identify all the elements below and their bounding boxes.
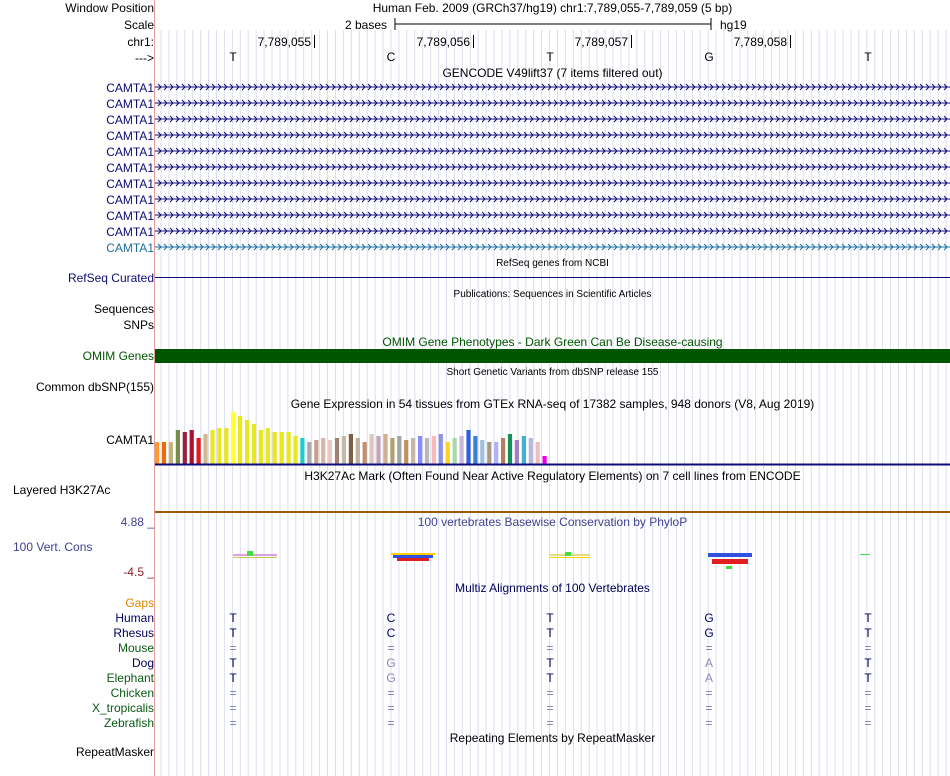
aligned-base: = [229, 701, 237, 715]
assembly-label: hg19 [720, 18, 747, 32]
gtex-tissue-bar[interactable] [432, 436, 436, 464]
aligned-base: = [387, 686, 395, 700]
gtex-tissue-bar[interactable] [197, 438, 201, 464]
gtex-tissue-bar[interactable] [307, 442, 311, 464]
track-labels [0, 0, 154, 776]
gtex-tissue-bar[interactable] [217, 428, 221, 464]
refseq-gene-line[interactable] [155, 277, 950, 278]
species-label[interactable]: Human [115, 611, 154, 625]
aligned-base: = [387, 701, 395, 715]
gtex-tissue-bar[interactable] [245, 420, 249, 464]
gtex-tissue-bar[interactable] [342, 436, 346, 464]
aligned-base: = [387, 641, 395, 655]
gtex-tissue-bar[interactable] [321, 438, 325, 464]
aligned-base: T [864, 671, 872, 685]
gtex-tissue-bar[interactable] [238, 416, 242, 464]
publications-sequences-label[interactable]: Sequences [93, 302, 154, 316]
species-label[interactable]: Chicken [110, 686, 154, 700]
ruler-position: 7,789,058 [733, 35, 787, 49]
gtex-tissue-bar[interactable] [314, 440, 318, 464]
aligned-base: = [546, 686, 554, 700]
publications-track-title: Publications: Sequences in Scientific Articles [453, 289, 652, 300]
gtex-tissue-bar[interactable] [370, 434, 374, 464]
gtex-tissue-bar[interactable] [536, 442, 540, 464]
gtex-tissue-bar[interactable] [480, 440, 484, 464]
omim-track-title: OMIM Gene Phenotypes - Dark Green Can Be Disease-causing [382, 335, 723, 349]
reference-base: G [704, 50, 714, 64]
gtex-tissue-bar[interactable] [460, 436, 464, 464]
dbsnp-track-title: Short Genetic Variants from dbSNP release 155 [446, 367, 659, 378]
conservation-logos[interactable] [155, 545, 950, 575]
aligned-base: = [705, 641, 713, 655]
gtex-tissue-bar[interactable] [210, 430, 214, 464]
gencode-item-label[interactable]: CAMTA1 [106, 161, 154, 175]
conservation-track-title: 100 vertebrates Basewise Conservation by PhyloP [417, 515, 688, 529]
window-position-text: Human Feb. 2009 (GRCh37/hg19) chr1:7,789,055-7,789,059 (5 bp) [372, 1, 733, 15]
gtex-tissue-bar[interactable] [543, 456, 547, 464]
aligned-base: T [864, 656, 872, 670]
window-position-label: Window Position [65, 1, 154, 15]
ruler-tick [790, 35, 791, 48]
species-label[interactable]: Rhesus [113, 626, 154, 640]
h3k27ac-signal-line[interactable] [155, 511, 950, 513]
gencode-item-label[interactable]: CAMTA1 [106, 81, 154, 95]
aligned-base: = [864, 686, 872, 700]
scale-text: 2 bases [345, 18, 388, 32]
ruler-tick [473, 35, 474, 48]
gtex-tissue-bar[interactable] [383, 434, 387, 464]
aligned-base: A [704, 671, 713, 685]
gtex-tissue-bar[interactable] [446, 442, 450, 464]
gtex-tissue-bar[interactable] [273, 432, 277, 464]
aligned-base: = [864, 701, 872, 715]
gtex-track-title: Gene Expression in 54 tissues from GTEx RNA-seq of 17382 samples, 948 donors (V8, Aug 2019) [290, 397, 815, 411]
gtex-tissue-bar[interactable] [376, 436, 380, 464]
gtex-tissue-bar[interactable] [390, 438, 394, 464]
gtex-tissue-bar[interactable] [522, 436, 526, 464]
aligned-base: = [387, 716, 395, 730]
gencode-item-label[interactable]: CAMTA1 [106, 193, 154, 207]
aligned-base: = [546, 716, 554, 730]
conservation-max-label: 4.88 _ [120, 515, 154, 529]
aligned-base: T [229, 626, 237, 640]
gtex-tissue-bar[interactable] [280, 432, 284, 464]
aligned-base: = [705, 716, 713, 730]
aligned-base: T [546, 611, 554, 625]
gencode-track-title: GENCODE V49lift37 (7 items filtered out) [442, 66, 663, 80]
aligned-base: T [546, 626, 554, 640]
vert-cons-label[interactable]: 100 Vert. Cons [13, 540, 93, 554]
gtex-tissue-bar[interactable] [473, 436, 477, 464]
gtex-tissue-bar[interactable] [328, 440, 332, 464]
gtex-tissue-bar[interactable] [287, 432, 291, 464]
gtex-tissue-bar[interactable] [183, 432, 187, 464]
conservation-min-label: -4.5 _ [123, 565, 154, 579]
gencode-item-label[interactable]: CAMTA1 [106, 177, 154, 191]
gtex-tissue-bar[interactable] [252, 424, 256, 464]
gtex-tissue-bar[interactable] [508, 434, 512, 464]
conservation-mark[interactable] [233, 557, 277, 558]
aligned-base: T [229, 656, 237, 670]
aligned-base: T [864, 611, 872, 625]
omim-genes-label[interactable]: OMIM Genes [82, 349, 154, 363]
aligned-base: = [864, 641, 872, 655]
gtex-tissue-bar[interactable] [397, 436, 401, 464]
aligned-base: = [229, 641, 237, 655]
gencode-item-label[interactable]: CAMTA1 [106, 97, 154, 111]
ruler-tick [631, 35, 632, 48]
conservation-mark[interactable] [397, 558, 429, 561]
aligned-base: = [864, 716, 872, 730]
refseq-track-title: RefSeq genes from NCBI [496, 258, 609, 269]
gencode-item-label[interactable]: CAMTA1 [106, 241, 154, 255]
aligned-base: C [386, 626, 396, 640]
gtex-tissue-bar[interactable] [231, 412, 235, 464]
aligned-base: A [704, 656, 713, 670]
conservation-mark[interactable] [565, 552, 571, 556]
gaps-label[interactable]: Gaps [125, 596, 154, 610]
aligned-base: T [229, 671, 237, 685]
aligned-base: = [705, 701, 713, 715]
species-label[interactable]: Zebrafish [103, 716, 154, 730]
gtex-tissue-bar[interactable] [404, 440, 408, 464]
h3k27ac-track-title: H3K27Ac Mark (Often Found Near Active Regulatory Elements) on 7 cell lines from ENCODE [304, 469, 801, 483]
conservation-mark[interactable] [708, 553, 752, 557]
reference-base: C [386, 50, 396, 64]
gtex-tissue-bar[interactable] [363, 442, 367, 464]
gtex-tissue-bar[interactable] [439, 434, 443, 464]
gtex-tissue-bar[interactable] [266, 428, 270, 464]
aligned-base: = [229, 686, 237, 700]
species-label[interactable]: Dog [131, 656, 154, 670]
aligned-base: T [546, 671, 554, 685]
conservation-mark[interactable] [247, 551, 253, 556]
conservation-mark[interactable] [393, 555, 433, 558]
conservation-mark[interactable] [391, 553, 435, 555]
gtex-tissue-bar[interactable] [162, 442, 166, 464]
repeatmasker-label[interactable]: RepeatMasker [75, 745, 154, 759]
species-label[interactable]: X_tropicalis [91, 701, 154, 715]
aligned-base: T [546, 656, 554, 670]
conservation-mark[interactable] [233, 554, 277, 556]
omim-gene-bar[interactable] [155, 349, 950, 363]
strand-label: ---> [135, 51, 154, 65]
gtex-tissue-bar[interactable] [190, 430, 194, 464]
gencode-item-label[interactable]: CAMTA1 [106, 129, 154, 143]
gtex-tissue-bar[interactable] [487, 442, 491, 464]
aligned-base: G [704, 626, 714, 640]
gtex-tissue-bar[interactable] [224, 428, 228, 464]
aligned-base: = [546, 641, 554, 655]
conservation-mark[interactable] [712, 559, 748, 564]
conservation-mark[interactable] [860, 554, 870, 555]
ruler-position: 7,789,056 [416, 35, 470, 49]
gtex-tissue-bar[interactable] [411, 438, 415, 464]
aligned-base: T [864, 626, 872, 640]
ruler-position: 7,789,055 [257, 35, 311, 49]
aligned-base: T [229, 611, 237, 625]
gtex-tissue-bar[interactable] [356, 438, 360, 464]
gtex-camta1-label[interactable]: CAMTA1 [106, 433, 154, 447]
repeatmasker-track-title: Repeating Elements by RepeatMasker [449, 731, 656, 745]
gencode-item-label[interactable]: CAMTA1 [106, 225, 154, 239]
reference-base: T [229, 50, 237, 64]
gencode-transcripts[interactable] [155, 80, 950, 256]
aligned-base: = [546, 701, 554, 715]
gencode-item-label[interactable]: CAMTA1 [106, 145, 154, 159]
aligned-base: C [386, 611, 396, 625]
species-label[interactable]: Elephant [106, 671, 154, 685]
reference-base: T [546, 50, 554, 64]
aligned-base: G [386, 671, 396, 685]
gtex-tissue-bar[interactable] [453, 438, 457, 464]
gtex-expression-bars[interactable] [155, 410, 950, 466]
publications-snps-label[interactable]: SNPs [123, 318, 154, 332]
gtex-tissue-bar[interactable] [155, 442, 159, 464]
gencode-item-label[interactable]: CAMTA1 [106, 113, 154, 127]
layered-h3k27ac-label[interactable]: Layered H3K27Ac [13, 483, 111, 497]
gtex-tissue-bar[interactable] [501, 438, 505, 464]
gtex-tissue-bar[interactable] [466, 430, 470, 464]
gtex-tissue-bar[interactable] [349, 434, 353, 464]
species-label[interactable]: Mouse [117, 641, 154, 655]
gencode-item-label[interactable]: CAMTA1 [106, 209, 154, 223]
gtex-tissue-bar[interactable] [529, 438, 533, 464]
gtex-tissue-bar[interactable] [494, 442, 498, 464]
common-dbsnp-label[interactable]: Common dbSNP(155) [35, 380, 154, 394]
gtex-tissue-bar[interactable] [203, 434, 207, 464]
gtex-tissue-bar[interactable] [293, 436, 297, 464]
scale-label: Scale [123, 18, 154, 32]
gtex-tissue-bar[interactable] [259, 430, 263, 464]
gtex-tissue-bar[interactable] [169, 442, 173, 464]
gtex-tissue-bar[interactable] [425, 438, 429, 464]
refseq-curated-label[interactable]: RefSeq Curated [67, 271, 154, 285]
aligned-base: G [704, 611, 714, 625]
conservation-mark[interactable] [726, 566, 732, 569]
gtex-tissue-bar[interactable] [335, 438, 339, 464]
multiz-track-title: Multiz Alignments of 100 Vertebrates [455, 581, 650, 595]
aligned-base: = [229, 716, 237, 730]
scale-bar [155, 15, 950, 35]
conservation-mark[interactable] [550, 557, 590, 558]
reference-base: T [864, 50, 872, 64]
gtex-tissue-bar[interactable] [515, 440, 519, 464]
aligned-base: G [386, 656, 396, 670]
aligned-base: = [705, 686, 713, 700]
chromosome-label: chr1: [127, 35, 154, 49]
ruler-position: 7,789,057 [574, 35, 628, 49]
ruler-tick [314, 35, 315, 48]
gtex-tissue-bar[interactable] [300, 438, 304, 464]
gtex-tissue-bar[interactable] [418, 436, 422, 464]
gtex-tissue-bar[interactable] [176, 430, 180, 464]
